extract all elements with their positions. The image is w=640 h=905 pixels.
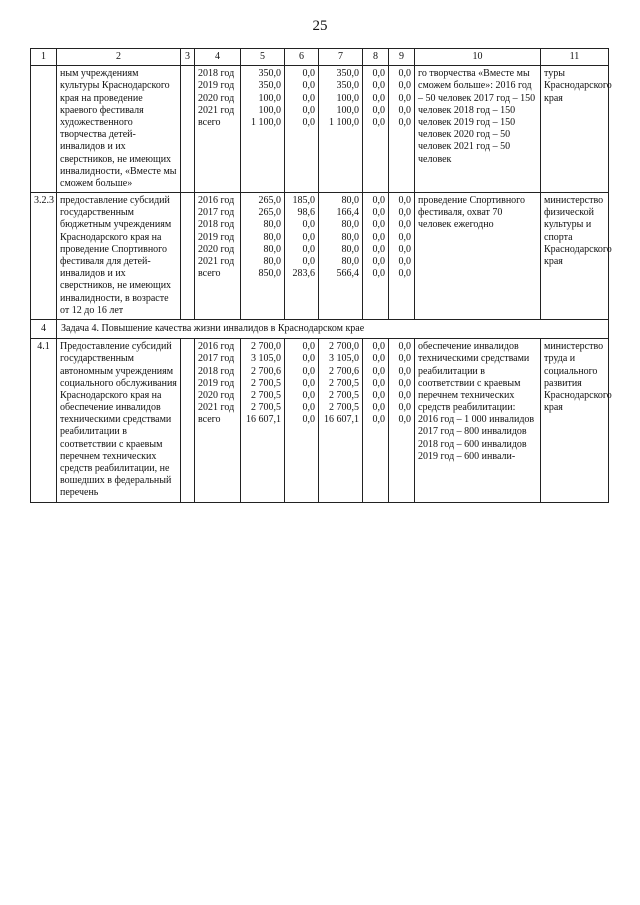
regional-budget-value: 80,0: [341, 256, 359, 267]
federal-budget-value: 0,0: [302, 92, 315, 104]
total-financing-value: 265,0: [258, 207, 281, 219]
regional-budget-value: 2 700,0: [329, 341, 359, 353]
local-budget-value: 0,0: [372, 231, 385, 243]
federal-budget: [285, 193, 319, 320]
total-financing-value: 2 700,5: [251, 377, 281, 389]
federal-budget-value: 0,0: [302, 116, 315, 128]
regional-budget-value: 16 607,1: [324, 414, 359, 426]
header-row: [31, 49, 609, 66]
col-header: 9: [389, 49, 415, 66]
other-sources-value: 0,0: [398, 195, 411, 207]
local-budget-value: 0,0: [372, 353, 385, 365]
other-sources: [389, 339, 415, 502]
year-list-value: 2021 год: [198, 104, 235, 116]
other-sources-value: 0,0: [398, 268, 411, 280]
year-list-value: 2016 год: [198, 195, 235, 207]
regional-budget-value: 80,0: [341, 243, 359, 255]
status-cell: [181, 193, 195, 320]
total-financing-value: 2 700,6: [251, 365, 281, 377]
regional-budget-value: 2 700,5: [329, 389, 359, 401]
year-list-value: 2020 год: [198, 389, 235, 401]
year-list-value: 2021 год: [198, 402, 235, 414]
year-list-value: 2020 год: [198, 243, 235, 255]
measures-table: [30, 48, 612, 503]
total-financing-value: 100,0: [258, 92, 281, 104]
local-budget-value: 0,0: [372, 195, 385, 207]
total-financing-value: 1 100,0: [251, 116, 281, 128]
federal-budget-value: 98,6: [297, 207, 315, 219]
measure-description: Предоставление субсидий государственным автономным учреждениям социального обслуживания Краснодарского края на обеспечение инвалидов техническими средствами реабилитации в соответствии с краевым перечнем технических средств реабилитации, не вошедших в федеральный перечень: [57, 339, 181, 502]
responsible-body: министерство физической культуры и спорта Краснодарского края: [541, 193, 609, 320]
total-financing-value: 80,0: [263, 219, 281, 231]
regional-budget-value: 3 105,0: [329, 353, 359, 365]
local-budget-value: 0,0: [372, 389, 385, 401]
col-header: 10: [415, 49, 541, 66]
expected-result: проведение Спортивного фестиваля, охват 70 человек ежегодно: [415, 193, 541, 320]
responsible-body: туры Краснодарского края: [541, 66, 609, 193]
responsible-body: министерство труда и социального развития Краснодарского края: [541, 339, 609, 502]
local-budget-value: 0,0: [372, 80, 385, 92]
federal-budget-value: 0,0: [302, 80, 315, 92]
row-number: 4.1: [31, 339, 57, 502]
total-financing-value: 2 700,0: [251, 341, 281, 353]
total-financing-value: 2 700,5: [251, 389, 281, 401]
other-sources-value: 0,0: [398, 80, 411, 92]
other-sources-value: 0,0: [398, 365, 411, 377]
local-budget-value: 0,0: [372, 268, 385, 280]
regional-budget-value: 2 700,5: [329, 402, 359, 414]
other-sources-value: 0,0: [398, 231, 411, 243]
year-list-value: 2019 год: [198, 80, 235, 92]
task-title: Задача 4. Повышение качества жизни инвалидов в Краснодарском крае: [57, 319, 609, 338]
federal-budget: [285, 339, 319, 502]
other-sources-value: 0,0: [398, 68, 411, 80]
federal-budget-value: 0,0: [302, 243, 315, 255]
other-sources-value: 0,0: [398, 377, 411, 389]
total-financing-value: 100,0: [258, 104, 281, 116]
year-list-value: 2018 год: [198, 68, 235, 80]
total-financing: [241, 339, 285, 502]
year-list-value: 2018 год: [198, 365, 235, 377]
year-list-value: всего: [198, 116, 221, 128]
regional-budget: [319, 193, 363, 320]
other-sources-value: 0,0: [398, 104, 411, 116]
local-budget-value: 0,0: [372, 256, 385, 267]
regional-budget-value: 1 100,0: [329, 116, 359, 128]
measure-description: ным учреждениям культуры Краснодарского края на проведение краевого фестиваля художественного творчества детей-инвалидов и их сверстников, не имеющих инвалидности, «Вместе мы сможем больше»: [57, 66, 181, 193]
federal-budget-value: 0,0: [302, 104, 315, 116]
federal-budget: [285, 66, 319, 193]
year-list-value: 2017 год: [198, 207, 235, 219]
regional-budget-value: 80,0: [341, 231, 359, 243]
regional-budget-value: 2 700,6: [329, 365, 359, 377]
col-header: 4: [195, 49, 241, 66]
federal-budget-value: 185,0: [292, 195, 315, 207]
federal-budget-value: 0,0: [302, 402, 315, 414]
local-budget: [363, 193, 389, 320]
local-budget-value: 0,0: [372, 414, 385, 426]
col-header: 1: [31, 49, 57, 66]
federal-budget-value: 0,0: [302, 377, 315, 389]
year-list: [195, 66, 241, 193]
total-financing: [241, 66, 285, 193]
year-list-value: всего: [198, 268, 221, 280]
regional-budget-value: 350,0: [336, 68, 359, 80]
other-sources-value: 0,0: [398, 341, 411, 353]
local-budget-value: 0,0: [372, 365, 385, 377]
regional-budget: [319, 66, 363, 193]
year-list-value: всего: [198, 414, 221, 426]
col-header: 11: [541, 49, 609, 66]
col-header: 5: [241, 49, 285, 66]
local-budget-value: 0,0: [372, 207, 385, 219]
total-financing-value: 2 700,5: [251, 402, 281, 414]
row-number: 4: [31, 319, 57, 338]
year-list-value: 2018 год: [198, 219, 235, 231]
local-budget: [363, 66, 389, 193]
federal-budget-value: 0,0: [302, 353, 315, 365]
regional-budget-value: 2 700,5: [329, 377, 359, 389]
regional-budget: [319, 339, 363, 502]
total-financing-value: 265,0: [258, 195, 281, 207]
col-header: 8: [363, 49, 389, 66]
regional-budget-value: 80,0: [341, 195, 359, 207]
other-sources-value: 0,0: [398, 207, 411, 219]
row-number: 3.2.3: [31, 193, 57, 320]
federal-budget-value: 283,6: [292, 268, 315, 280]
local-budget-value: 0,0: [372, 92, 385, 104]
other-sources-value: 0,0: [398, 92, 411, 104]
regional-budget-value: 350,0: [336, 80, 359, 92]
other-sources-value: 0,0: [398, 116, 411, 128]
expected-result: обеспечение инвалидов техническими средствами реабилитации в соответствии с краевым перечнем технических средств реабилитации: 2016 год – 1 000 инвалидов 2017 год – 800 инвалидов 2018 год – 600 инвалидов 2019 год – 600 инвали-: [415, 339, 541, 502]
year-list-value: 2021 год: [198, 256, 235, 267]
measure-description: предоставление субсидий государственным бюджетным учреждениям Краснодарского края на проведение Спортивного фестиваля для детей-инвалидов и их сверстников, не имеющих инвалидности, в возрасте от 12 до 16 лет: [57, 193, 181, 320]
regional-budget-value: 80,0: [341, 219, 359, 231]
other-sources-value: 0,0: [398, 414, 411, 426]
status-cell: [181, 339, 195, 502]
total-financing-value: 80,0: [263, 256, 281, 267]
col-header: 6: [285, 49, 319, 66]
year-list-value: 2019 год: [198, 231, 235, 243]
federal-budget-value: 0,0: [302, 231, 315, 243]
total-financing-value: 16 607,1: [246, 414, 281, 426]
federal-budget-value: 0,0: [302, 365, 315, 377]
year-list: [195, 193, 241, 320]
expected-result: го творчества «Вместе мы сможем больше»: 2016 год – 50 человек 2017 год – 150 человек 2018 год – 150 человек 2019 год – 150 человек 2020 год – 50 человек 2021 год – 50 человек: [415, 66, 541, 193]
other-sources-value: 0,0: [398, 256, 411, 267]
federal-budget-value: 0,0: [302, 256, 315, 267]
other-sources-value: 0,0: [398, 389, 411, 401]
other-sources: [389, 193, 415, 320]
status-cell: [181, 66, 195, 193]
table-row: [31, 66, 609, 193]
row-number: [31, 66, 57, 193]
other-sources-value: 0,0: [398, 402, 411, 414]
total-financing-value: 850,0: [258, 268, 281, 280]
local-budget-value: 0,0: [372, 68, 385, 80]
local-budget-value: 0,0: [372, 243, 385, 255]
local-budget-value: 0,0: [372, 104, 385, 116]
local-budget-value: 0,0: [372, 341, 385, 353]
local-budget-value: 0,0: [372, 116, 385, 128]
total-financing-value: 80,0: [263, 231, 281, 243]
table-row: [31, 193, 609, 320]
regional-budget-value: 100,0: [336, 92, 359, 104]
other-sources-value: 0,0: [398, 243, 411, 255]
other-sources: [389, 66, 415, 193]
total-financing-value: 350,0: [258, 68, 281, 80]
page-number: 25: [312, 18, 328, 34]
task-row: [31, 319, 609, 338]
year-list-value: 2020 год: [198, 92, 235, 104]
year-list-value: 2017 год: [198, 353, 235, 365]
total-financing-value: 80,0: [263, 243, 281, 255]
regional-budget-value: 166,4: [336, 207, 359, 219]
local-budget-value: 0,0: [372, 219, 385, 231]
other-sources-value: 0,0: [398, 219, 411, 231]
other-sources-value: 0,0: [398, 353, 411, 365]
year-list-value: 2019 год: [198, 377, 235, 389]
local-budget-value: 0,0: [372, 402, 385, 414]
col-header: 2: [57, 49, 181, 66]
federal-budget-value: 0,0: [302, 68, 315, 80]
federal-budget-value: 0,0: [302, 389, 315, 401]
regional-budget-value: 100,0: [336, 104, 359, 116]
total-financing-value: 350,0: [258, 80, 281, 92]
year-list: [195, 339, 241, 502]
federal-budget-value: 0,0: [302, 341, 315, 353]
total-financing: [241, 193, 285, 320]
local-budget-value: 0,0: [372, 377, 385, 389]
year-list-value: 2016 год: [198, 341, 235, 353]
table-row: [31, 339, 609, 502]
total-financing-value: 3 105,0: [251, 353, 281, 365]
federal-budget-value: 0,0: [302, 219, 315, 231]
local-budget: [363, 339, 389, 502]
regional-budget-value: 566,4: [336, 268, 359, 280]
col-header: 3: [181, 49, 195, 66]
col-header: 7: [319, 49, 363, 66]
federal-budget-value: 0,0: [302, 414, 315, 426]
